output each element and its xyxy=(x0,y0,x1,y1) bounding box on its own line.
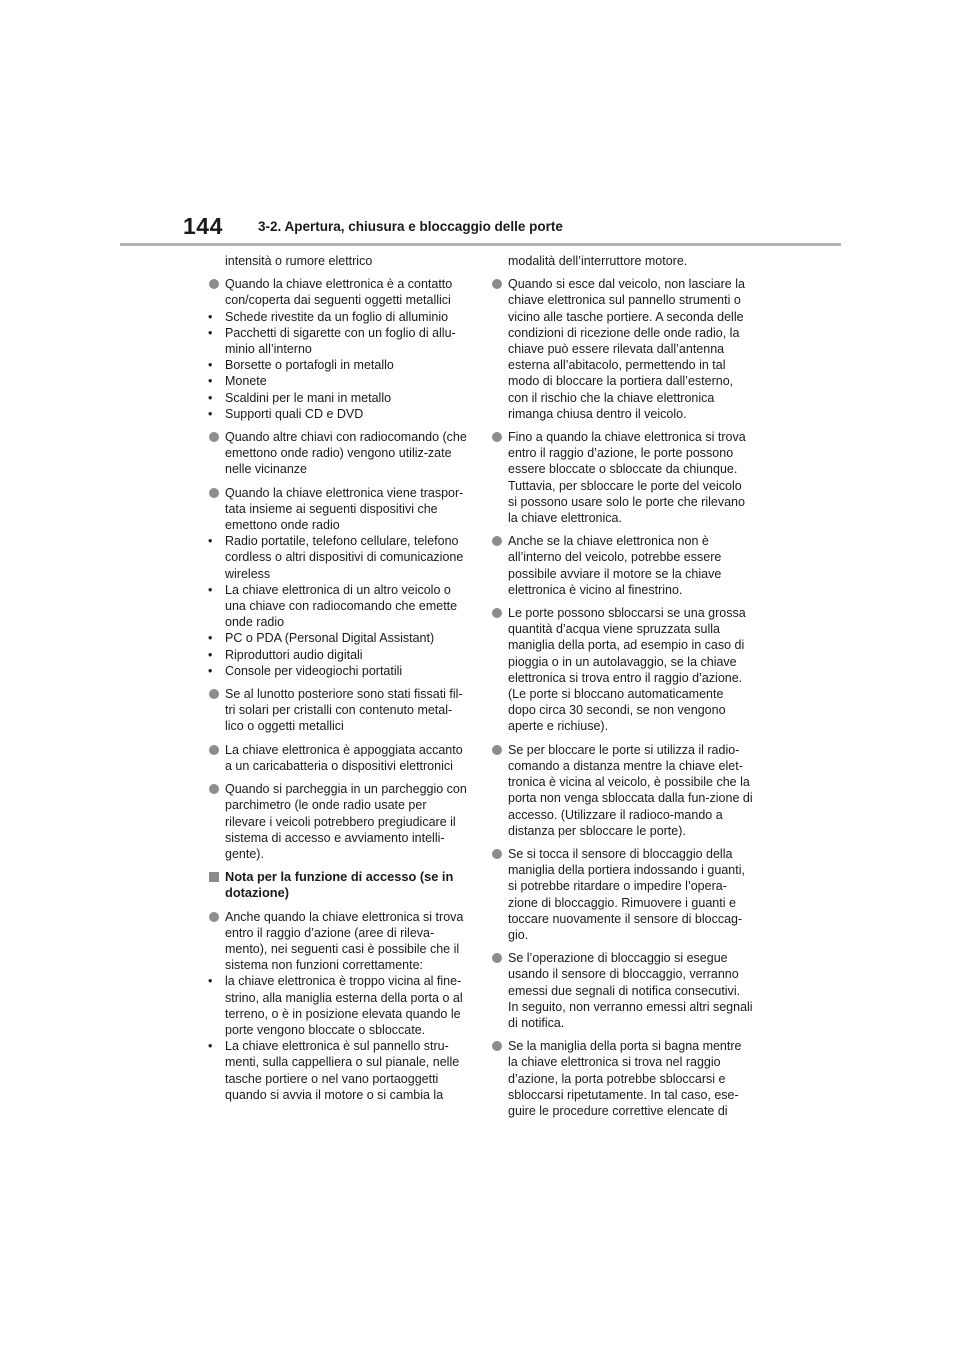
list-item-text: PC o PDA (Personal Digital Assistant) xyxy=(225,631,435,646)
bullet-icon: • xyxy=(208,534,213,549)
paragraph-text: Se per bloccare le porte si utilizza il radio-comando a distanza mentre la chiave elet-tronica è vicina al veicolo, è possibile che la porta non venga sbloccata dalla fun-zione di accesso. (Utilizzare il radioco-mando a distanza per sbloccare le porte). xyxy=(508,742,753,838)
list-item xyxy=(208,582,470,631)
list-item xyxy=(208,1038,470,1103)
bullet-icon: • xyxy=(208,358,213,373)
paragraph xyxy=(208,429,470,478)
circle-bullet-icon xyxy=(492,536,502,546)
list-item-text: Supporti quali CD e DVD xyxy=(225,406,364,421)
continuation-block xyxy=(208,253,470,269)
circle-bullet-icon xyxy=(492,1041,502,1051)
bullet-icon: • xyxy=(208,374,213,389)
paragraph xyxy=(491,429,753,526)
list-item xyxy=(208,373,470,389)
paragraph-text: Se la maniglia della porta si bagna mentre la chiave elettronica si trova nel raggio d’azione, la porta potrebbe sbloccarsi e sbloccarsi ripetutamente. In tal caso, ese-guire le procedure correttive elencate di xyxy=(508,1039,742,1118)
circle-bullet-icon xyxy=(492,953,502,963)
bullet-icon: • xyxy=(208,309,213,324)
bullet-icon: • xyxy=(208,582,213,597)
circle-bullet-icon xyxy=(492,745,502,755)
circle-bullet-icon xyxy=(209,279,219,289)
paragraph xyxy=(208,909,470,974)
heading-block xyxy=(208,869,470,901)
left-column xyxy=(208,253,470,1110)
subsection-heading xyxy=(208,869,470,901)
paragraph-text: Fino a quando la chiave elettronica si trova entro il raggio d’azione, le porte possono essere bloccate o sbloccate da chiunque. Tuttavia, per sbloccare le porte del veicolo si possono usare solo le porte che rilevano la chiave elettronica. xyxy=(508,430,746,526)
para-block xyxy=(491,846,753,943)
para-block xyxy=(491,533,753,598)
paragraph-text: Anche quando la chiave elettronica si trova entro il raggio d’azione (aree di rileva-mento), nei seguenti casi è possibile che il sistema non funzioni correttamente: xyxy=(225,909,464,973)
list-item-text: Monete xyxy=(225,374,267,389)
paragraph xyxy=(491,276,753,422)
paragraph xyxy=(208,485,470,534)
paragraph xyxy=(491,846,753,943)
list-item-text: Pacchetti di sigarette con un foglio di allu-minio all’interno xyxy=(225,325,456,357)
para-block xyxy=(491,605,753,735)
section-title: 3-2. Apertura, chiusura e bloccaggio delle porte xyxy=(258,219,563,234)
para-block xyxy=(208,485,470,679)
paragraph xyxy=(208,742,470,774)
paragraph-text: Anche se la chiave elettronica non è all’interno del veicolo, potrebbe essere possibile avviare il motore se la chiave elettronica è vicino al finestrino. xyxy=(508,534,722,597)
para-block xyxy=(491,950,753,1031)
para-block xyxy=(208,686,470,735)
circle-bullet-icon xyxy=(209,432,219,442)
para-block xyxy=(491,1038,753,1119)
para-block xyxy=(208,781,470,862)
paragraph xyxy=(491,533,753,598)
header-divider xyxy=(120,243,841,246)
paragraph-text: Quando si esce dal veicolo, non lasciare la chiave elettronica sul pannello strumenti o vicino alle tasche portiere. A seconda delle condizioni di ricezione delle onde radio, la chiave può essere rilevata dall’antenna esterna all’abitacolo, permettendo in tal modo di bloccare la portiera dall’esterno, con il rischio che la chiave elettronica rimanga chiusa dentro il veicolo. xyxy=(508,277,745,421)
bullet-icon: • xyxy=(208,974,213,989)
para-block xyxy=(208,742,470,774)
circle-bullet-icon xyxy=(209,689,219,699)
paragraph-text: La chiave elettronica è appoggiata accanto a un caricabatteria o dispositivi elettronici xyxy=(225,742,463,773)
paragraph-text: Le porte possono sbloccarsi se una grossa quantità d’acqua viene spruzzata sulla maniglia della porta, ad esempio in caso di pioggia o in un autolavaggio, se la chiave elettronica si trova entro il raggio d’azione. (Le porte si bloccano automaticamente dopo circa 30 secondi, se non vengono aperte e richiuse). xyxy=(508,606,746,734)
paragraph xyxy=(491,1038,753,1119)
paragraph-text: Se al lunotto posteriore sono stati fissati fil-tri solari per cristalli con contenuto metal-lico o oggetti metallici xyxy=(225,687,463,734)
circle-bullet-icon xyxy=(209,784,219,794)
list-item-text: Riproduttori audio digitali xyxy=(225,647,363,662)
circle-bullet-icon xyxy=(209,745,219,755)
circle-bullet-icon xyxy=(492,608,502,618)
page-number: 144 xyxy=(183,213,223,239)
bullet-icon: • xyxy=(208,406,213,421)
circle-bullet-icon xyxy=(209,912,219,922)
para-block xyxy=(208,429,470,478)
paragraph-text: Quando si parcheggia in un parcheggio con parchimetro (le onde radio usate per rilevare i veicoli potrebbero pregiudicare il sistema di accesso e avviamento intelli-gente). xyxy=(225,782,467,861)
list-item xyxy=(208,533,470,582)
list-item xyxy=(208,357,470,373)
list-item-text: Console per videogiochi portatili xyxy=(225,663,403,678)
para-block xyxy=(208,909,470,1103)
para-block xyxy=(491,276,753,422)
bullet-icon: • xyxy=(208,1039,213,1054)
paragraph xyxy=(208,686,470,735)
right-column xyxy=(491,253,753,1126)
list-item xyxy=(208,647,470,663)
paragraph xyxy=(208,781,470,862)
para-block xyxy=(491,742,753,839)
list-item-text: la chiave elettronica è troppo vicina al fine-strino, alla maniglia esterna della porta o al terreno, o è in posizione elevata quando le porte vengono bloccate o sbloccate. xyxy=(225,974,463,1037)
list-item xyxy=(208,309,470,325)
list-item xyxy=(208,663,470,679)
list-item-text: La chiave elettronica è sul pannello stru-menti, sulla cappelliera o sul pianale, nelle tasche portiere o nel vano portaoggetti quando si avvia il motore o si cambia la xyxy=(225,1039,460,1102)
circle-bullet-icon xyxy=(492,432,502,442)
list-item xyxy=(208,325,470,357)
bullet-icon: • xyxy=(208,663,213,678)
bullet-icon: • xyxy=(208,647,213,662)
paragraph xyxy=(491,950,753,1031)
circle-bullet-icon xyxy=(492,279,502,289)
circle-bullet-icon xyxy=(492,849,502,859)
paragraph-text: Quando altre chiavi con radiocomando (che emettono onde radio) vengono utiliz-zate nelle vicinanze xyxy=(225,430,467,477)
continued-text: intensità o rumore elettrico xyxy=(225,254,373,268)
heading-text: Nota per la funzione di accesso (se in dotazione) xyxy=(225,869,454,901)
paragraph xyxy=(491,742,753,839)
paragraph-text: Se l’operazione di bloccaggio si esegue usando il sensore di bloccaggio, verranno emessi due segnali di notifica consecutivi. In seguito, non verranno emessi altri segnali di notifica. xyxy=(508,951,753,1030)
para-block xyxy=(208,276,470,422)
list-item-text: Radio portatile, telefono cellulare, telefono cordless o altri dispositivi di comunicazione wireless xyxy=(225,534,464,581)
continued-text: modalità dell’interruttore motore. xyxy=(508,254,688,268)
bullet-icon: • xyxy=(208,631,213,646)
bullet-icon: • xyxy=(208,325,213,340)
list-item-text: La chiave elettronica di un altro veicolo o una chiave con radiocomando che emette onde radio xyxy=(225,582,458,630)
list-item-text: Scaldini per le mani in metallo xyxy=(225,390,392,405)
paragraph-text: Quando la chiave elettronica viene traspor-tata insieme ai seguenti dispositivi che emettono onde radio xyxy=(225,485,464,533)
circle-bullet-icon xyxy=(209,488,219,498)
square-marker-icon xyxy=(209,872,219,882)
paragraph-text: Quando la chiave elettronica è a contatto con/coperta dai seguenti oggetti metallici xyxy=(225,277,453,308)
list-item-text: Schede rivestite da un foglio di alluminio xyxy=(225,309,449,324)
bullet-icon: • xyxy=(208,390,213,405)
paragraph-text: Se si tocca il sensore di bloccaggio della maniglia della portiera indossando i guanti, si potrebbe ritardare o impedire l’opera-zione di bloccaggio. Rimuovere i guanti e toccare nuovamente il sensore di bloccag-gio. xyxy=(508,846,745,942)
continuation-block xyxy=(491,253,753,269)
list-item xyxy=(208,390,470,406)
para-block xyxy=(491,429,753,526)
list-item xyxy=(208,630,470,646)
list-item xyxy=(208,406,470,422)
list-item xyxy=(208,973,470,1038)
paragraph xyxy=(208,276,470,308)
list-item-text: Borsette o portafogli in metallo xyxy=(225,358,394,373)
paragraph xyxy=(491,605,753,735)
